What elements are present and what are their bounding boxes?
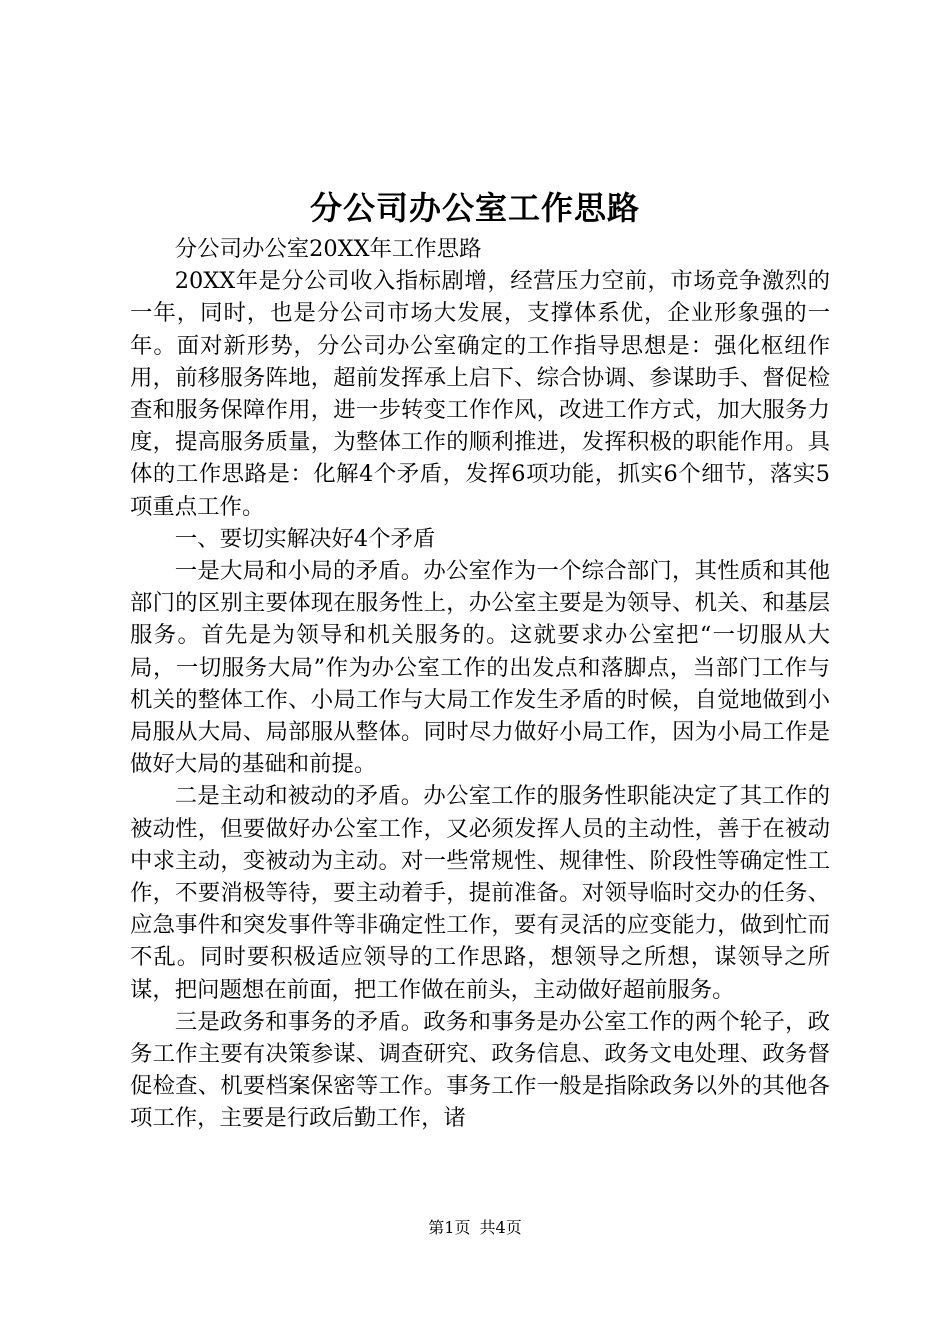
subtitle-paragraph: 分公司办公室20XX年工作思路	[174, 236, 482, 262]
body-paragraph: 一是大局和小局的矛盾。办公室作为一个综合部门，其性质和其他部门的区别主要体现在服务性上，办公室主要是为领导、机关、和基层服务。首先是为领导和机关服务的。这就要求办公室把“一切服从大局，一切服务大局”作为办公室工作的出发点和落脚点，当部门工作与机关的整体工作、小局工作与大局工作发生矛盾的时候，自觉地做到小局服从大局、局部服从整体。同时尽力做好小局工作，因为小局工作是做好大局的基础和前提。	[130, 558, 830, 778]
body-paragraph: 三是政务和事务的矛盾。政务和事务是办公室工作的两个轮子，政务工作主要有决策参谋、调查研究、政务信息、政务文电处理、政务督促检查、机要档案保密等工作。事务工作一般是指除政务以外的其他各项工作，主要是行政后勤工作，诸	[130, 1008, 830, 1132]
document-title: 分公司办公室工作思路	[309, 189, 640, 227]
document-body	[130, 233, 830, 1135]
page-number: 第1页	[428, 1218, 471, 1237]
page-total: 共4页	[479, 1218, 522, 1237]
page-footer	[0, 1216, 950, 1240]
section-heading: 一、要切实解决好4个矛盾	[174, 525, 436, 552]
body-paragraph: 二是主动和被动的矛盾。办公室工作的服务性职能决定了其工作的被动性，但要做好办公室工作，又必须发挥人员的主动性，善于在被动中求主动，变被动为主动。对一些常规性、规律性、阶段性等确定性工作，不要消极等待，要主动着手，提前准备。对领导临时交办的任务、应急事件和突发事件等非确定性工作，要有灵活的应变能力，做到忙而不乱。同时要积极适应领导的工作思路，想领导之所想，谋领导之所谋，把问题想在前面，把工作做在前头，主动做好超前服务。	[130, 783, 830, 1003]
intro-paragraph: 20XX年是分公司收入指标剧增，经营压力空前，市场竞争激烈的一年，同时，也是分公司市场大发展，支撑体系优，企业形象强的一年。面对新形势，分公司办公室确定的工作指导思想是：强化枢纽作用，前移服务阵地，超前发挥承上启下、综合协调、参谋助手、督促检查和服务保障作用，进一步转变工作作风，改进工作方式，加大服务力度，提高服务质量，为整体工作的顺利推进，发挥积极的职能作用。具体的工作思路是：化解4个矛盾，发挥6项功能，抓实6个细节，落实5项重点工作。	[130, 268, 830, 520]
